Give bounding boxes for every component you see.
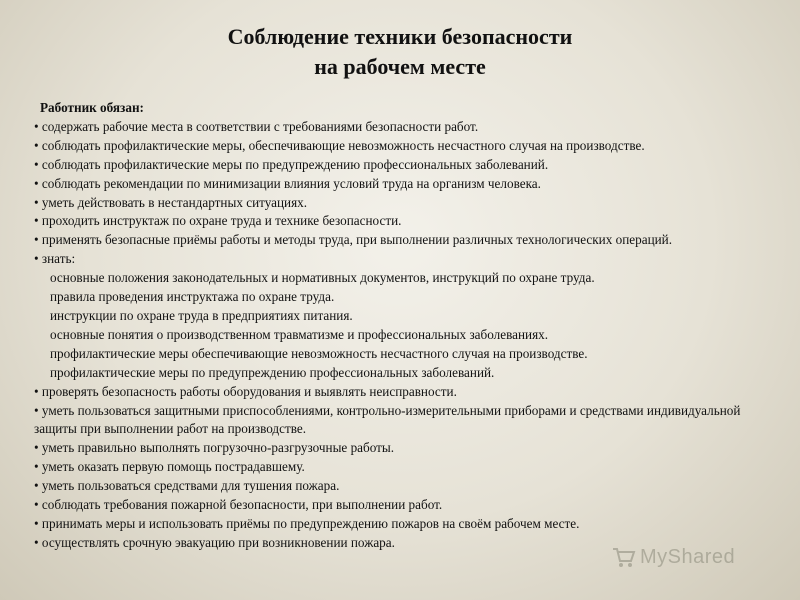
know-item: инструкции по охране труда в предприятиях питания. xyxy=(50,307,353,323)
list-item: • проверять безопасность работы оборудования и выявлять неисправности. xyxy=(34,383,457,399)
list-item: • уметь пользоваться защитными приспособлениями, контрольно-измерительными приборами и средствами индивидуальной защиты при выполнении работ на производстве. xyxy=(34,402,741,437)
list-item: • соблюдать требования пожарной безопасности, при выполнении работ. xyxy=(34,497,443,513)
list-item: • применять безопасные приёмы работы и методы труда, при выполнении различных технологических операций. xyxy=(34,232,673,248)
duties-heading: Работник обязан: xyxy=(40,100,144,115)
list-item: • принимать меры и использовать приёмы по предупреждению пожаров на своём рабочем месте. xyxy=(34,515,580,531)
slide-title xyxy=(0,22,800,82)
cart-icon xyxy=(612,546,636,568)
list-item: • уметь правильно выполнять погрузочно-разгрузочные работы. xyxy=(34,440,395,456)
title-line-1: Соблюдение техники безопасности xyxy=(227,24,573,49)
list-item: • содержать рабочие места в соответствии с требованиями безопасности работ. xyxy=(34,118,479,134)
know-item: основные положения законодательных и нормативных документов, инструкций по охране труда. xyxy=(50,270,595,286)
know-item: профилактические меры по предупреждению профессиональных заболеваний. xyxy=(50,364,495,380)
list-item: • соблюдать профилактические меры, обеспечивающие невозможность несчастного случая на производстве. xyxy=(34,137,645,153)
know-item: профилактические меры обеспечивающие невозможность несчастного случая на производстве. xyxy=(50,345,588,361)
list-item: • соблюдать профилактические меры по предупреждению профессиональных заболеваний. xyxy=(34,156,549,172)
duties-list xyxy=(34,99,784,553)
know-item: правила проведения инструктажа по охране труда. xyxy=(50,289,335,305)
watermark xyxy=(612,543,735,571)
list-item: • знать: xyxy=(34,251,76,267)
list-item: • уметь действовать в нестандартных ситуациях. xyxy=(34,194,308,210)
title-line-2: на рабочем месте xyxy=(314,54,486,79)
list-item: • осуществлять срочную эвакуацию при возникновении пожара. xyxy=(34,534,395,550)
list-item: • соблюдать рекомендации по минимизации влияния условий труда на организм человека. xyxy=(34,175,541,191)
list-item: • уметь оказать первую помощь пострадавшему. xyxy=(34,459,305,475)
list-item: • уметь пользоваться средствами для тушения пожара. xyxy=(34,478,340,494)
watermark-text: MyShared xyxy=(640,545,736,568)
know-item: основные понятия о производственном травматизме и профессиональных заболеваниях. xyxy=(50,326,549,342)
list-item: • проходить инструктаж по охране труда и технике безопасности. xyxy=(34,213,402,229)
